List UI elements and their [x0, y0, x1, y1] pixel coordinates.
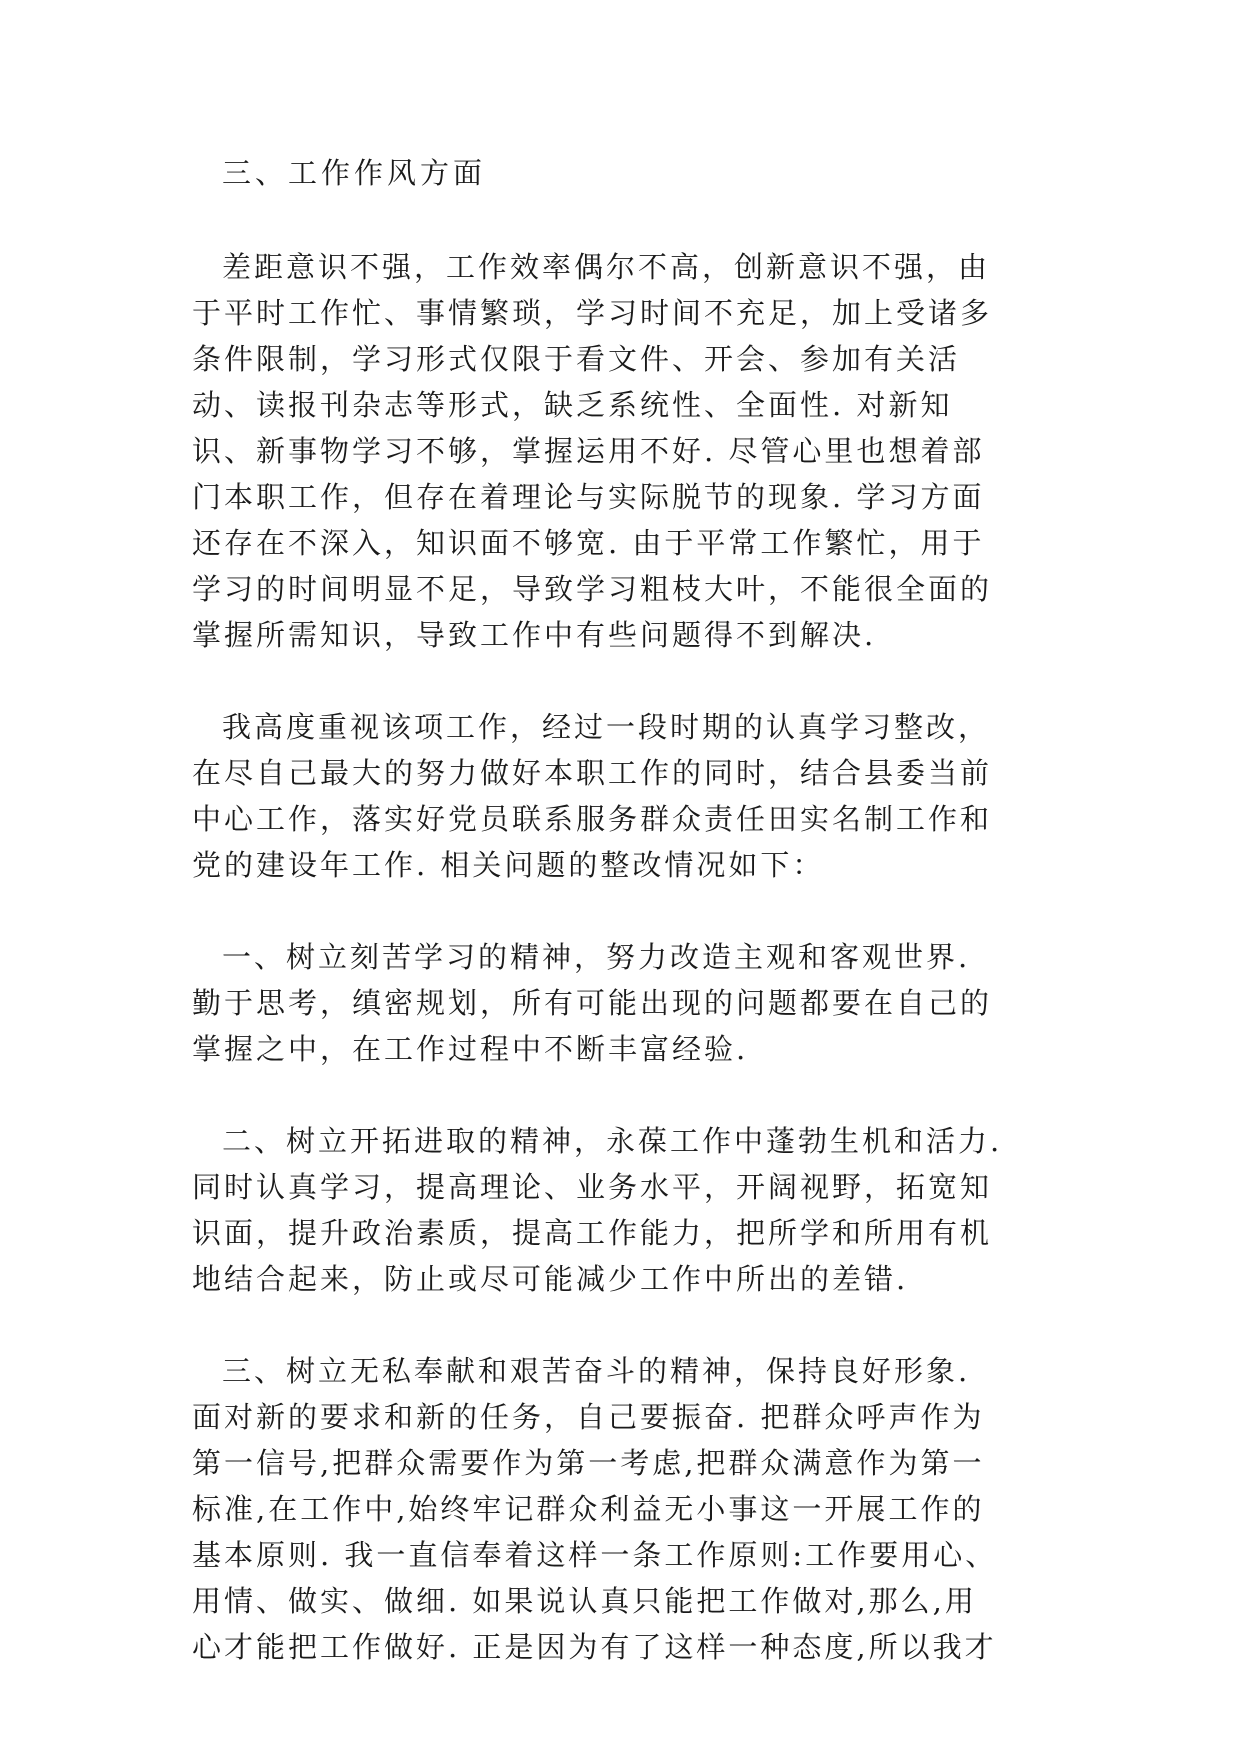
paragraph-line: 学习的时间明显不足，导致学习粗枝大叶，不能很全面的	[192, 572, 993, 606]
paragraph-point-one	[192, 934, 1032, 1072]
paragraph-line: 还存在不深入，知识面不够宽. 由于平常工作繁忙，用于	[192, 526, 985, 560]
paragraph-line: 中心工作，落实好党员联系服务群众责任田实名制工作和	[192, 802, 993, 836]
paragraph-line: 党的建设年工作. 相关问题的整改情况如下：	[192, 848, 825, 882]
paragraph-line: 在尽自己最大的努力做好本职工作的同时，结合县委当前	[192, 756, 993, 790]
paragraph-line: 一、树立刻苦学习的精神，努力改造主观和客观世界.	[222, 940, 971, 974]
paragraph-line: 于平时工作忙、事情繁琐，学习时间不充足，加上受诸多	[192, 296, 993, 330]
paragraph-gaps	[192, 244, 1032, 658]
paragraph-line: 第一信号,把群众需要作为第一考虑,把群众满意作为第一	[192, 1446, 985, 1480]
paragraph-line: 地结合起来，防止或尽可能减少工作中所出的差错.	[192, 1262, 909, 1296]
paragraph-line: 二、树立开拓进取的精神，永葆工作中蓬勃生机和活力.	[222, 1124, 1003, 1158]
paragraph-line: 差距意识不强，工作效率偶尔不高，创新意识不强，由	[222, 250, 991, 284]
paragraph-line: 识面，提升政治素质，提高工作能力，把所学和所用有机	[192, 1216, 993, 1250]
paragraph-line: 勤于思考，缜密规划，所有可能出现的问题都要在自己的	[192, 986, 993, 1020]
paragraph-line: 掌握所需知识，导致工作中有些问题得不到解决.	[192, 618, 877, 652]
paragraph-line: 标准,在工作中,始终牢记群众利益无小事这一开展工作的	[192, 1492, 985, 1526]
paragraph-rectification-intro	[192, 704, 1032, 888]
paragraph-point-three	[192, 1348, 1032, 1670]
paragraph-line: 三、树立无私奉献和艰苦奋斗的精神，保持良好形象.	[222, 1354, 971, 1388]
paragraph-line: 掌握之中，在工作过程中不断丰富经验.	[192, 1032, 749, 1066]
paragraph-line: 面对新的要求和新的任务，自己要振奋. 把群众呼声作为	[192, 1400, 985, 1434]
paragraph-line: 门本职工作，但存在着理论与实际脱节的现象. 学习方面	[192, 480, 985, 514]
paragraph-line: 动、读报刊杂志等形式，缺乏系统性、全面性. 对新知	[192, 388, 953, 422]
paragraph-point-two	[192, 1118, 1032, 1302]
paragraph-line: 同时认真学习，提高理论、业务水平，开阔视野，拓宽知	[192, 1170, 993, 1204]
paragraph-line: 识、新事物学习不够，掌握运用不好. 尽管心里也想着部	[192, 434, 985, 468]
paragraph-line: 用情、做实、做细. 如果说认真只能把工作做对,那么,用	[192, 1584, 977, 1618]
paragraph-line: 基本原则. 我一直信奉着这样一条工作原则:工作要用心、	[192, 1538, 998, 1572]
paragraph-line: 心才能把工作做好. 正是因为有了这样一种态度,所以我才	[192, 1630, 997, 1664]
paragraph-line: 我高度重视该项工作，经过一段时期的认真学习整改，	[222, 710, 991, 744]
section-heading: 三、工作作风方面	[222, 156, 487, 190]
document-body	[192, 150, 1032, 1716]
paragraph-line: 条件限制，学习形式仅限于看文件、开会、参加有关活	[192, 342, 961, 376]
